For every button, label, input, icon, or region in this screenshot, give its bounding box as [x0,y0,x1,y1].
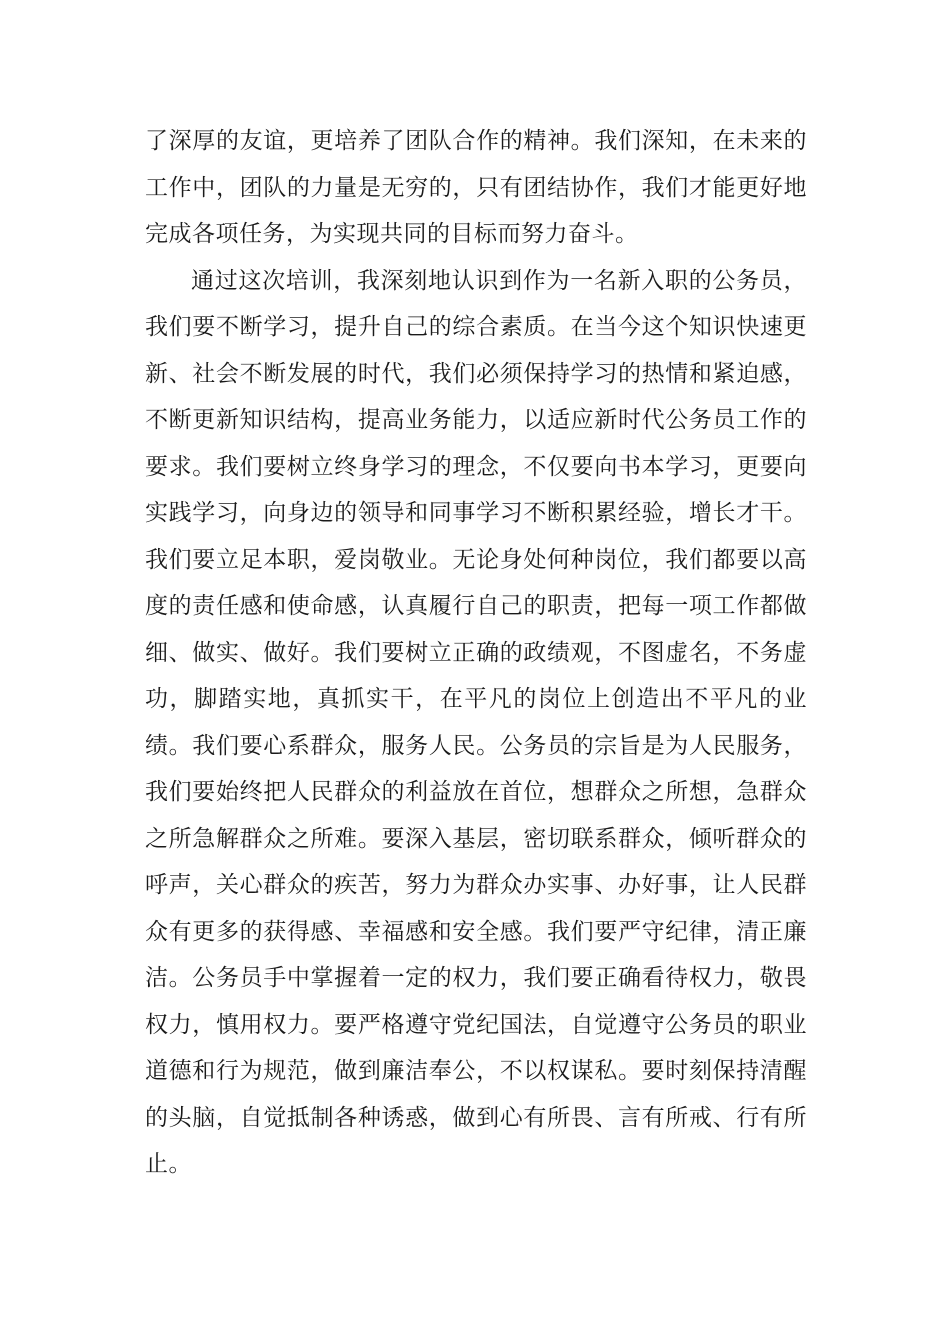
body-text [145,118,807,1188]
paragraph-continuation: 了深厚的友谊，更培养了团队合作的精神。我们深知，在未来的工作中，团队的力量是无穷的，只有团结协作，我们才能更好地完成各项任务，为实现共同的目标而努力奋斗。 [145,128,807,247]
paragraph-training-reflection: 通过这次培训，我深刻地认识到作为一名新入职的公务员，我们要不断学习，提升自己的综合素质。在当今这个知识快速更新、社会不断发展的时代，我们必须保持学习的热情和紧迫感，不断更新知识结构，提高业务能力，以适应新时代公务员工作的要求。我们要树立终身学习的理念，不仅要向书本学习，更要向实践学习，向身边的领导和同事学习不断积累经验，增长才干。我们要立足本职，爱岗敬业。无论身处何种岗位，我们都要以高度的责任感和使命感，认真履行自己的职责，把每一项工作都做细、做实、做好。我们要树立正确的政绩观，不图虚名，不务虚功，脚踏实地，真抓实干，在平凡的岗位上创造出不平凡的业绩。我们要心系群众，服务人民。公务员的宗旨是为人民服务，我们要始终把人民群众的利益放在首位，想群众之所想，急群众之所急解群众之所难。要深入基层，密切联系群众，倾听群众的呼声，关心群众的疾苦，努力为群众办实事、办好事，让人民群众有更多的获得感、幸福感和安全感。我们要严守纪律，清正廉洁。公务员手中掌握着一定的权力，我们要正确看待权力，敬畏权力，慎用权力。要严格遵守党纪国法，自觉遵守公务员的职业道德和行为规范，做到廉洁奉公，不以权谋私。要时刻保持清醒的头脑，自觉抵制各种诱惑，做到心有所畏、言有所戒、行有所止。 [145,267,807,1177]
